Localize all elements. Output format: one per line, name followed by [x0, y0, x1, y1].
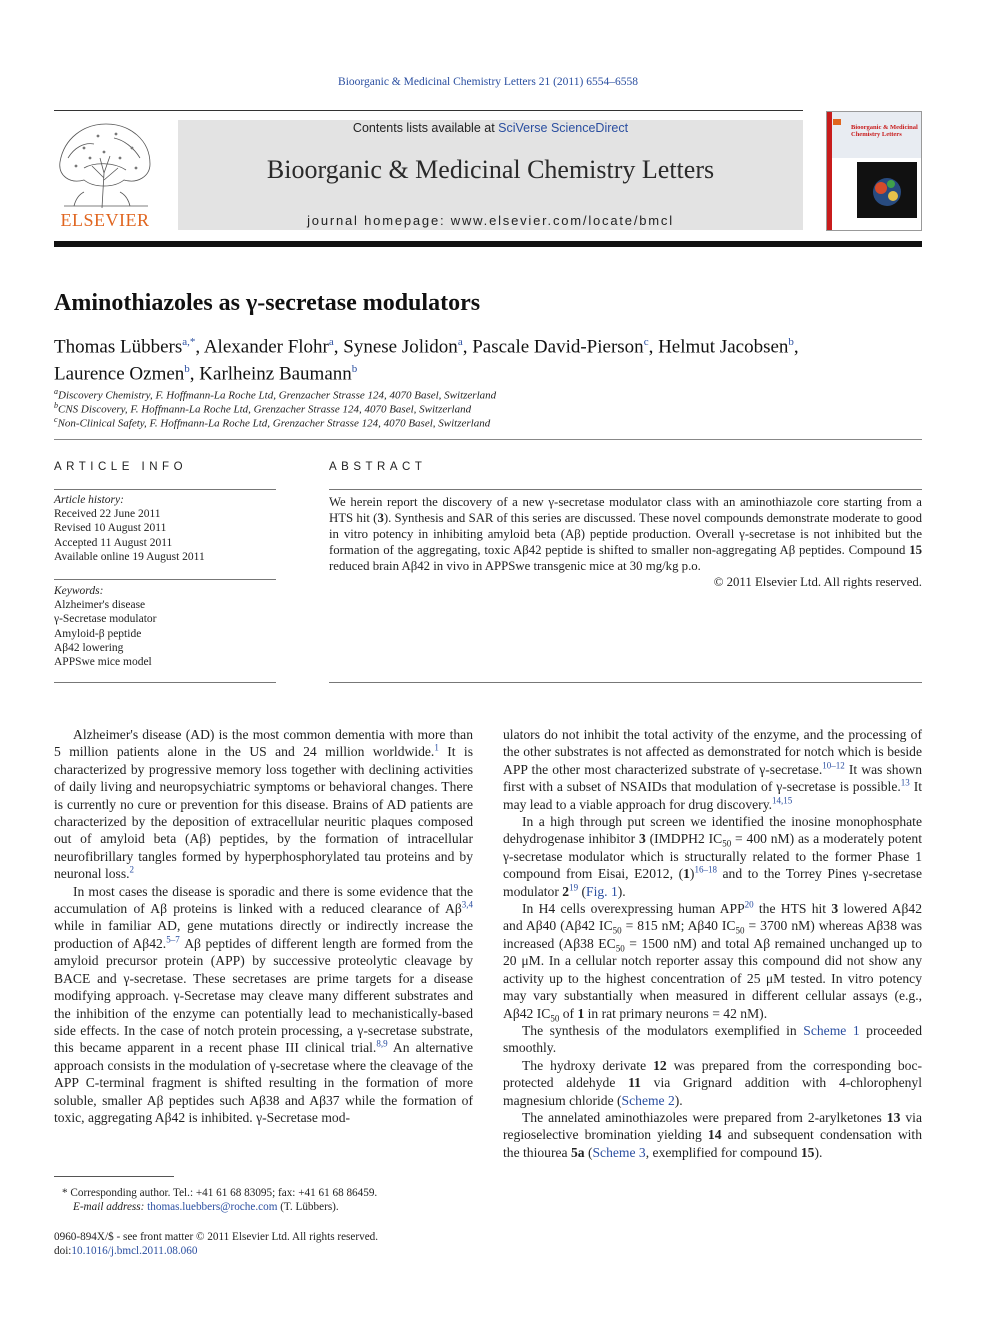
- journal-homepage[interactable]: journal homepage: www.elsevier.com/locate/bmcl: [307, 213, 674, 228]
- article-history: [54, 493, 276, 564]
- author-affiliation-mark[interactable]: a: [457, 336, 463, 348]
- copyright: © 2011 Elsevier Ltd. All rights reserved.: [713, 575, 922, 589]
- author-affiliation-mark[interactable]: b: [184, 363, 190, 376]
- email-line: E-mail address: thomas.luebbers@roche.com (T. Lübbers).: [73, 1201, 339, 1213]
- scheme-link[interactable]: Scheme 2: [621, 1092, 675, 1108]
- author: Helmut Jacobsen: [658, 336, 789, 358]
- citation[interactable]: 8,9: [376, 1038, 388, 1049]
- author: Thomas Lübbers: [54, 336, 183, 358]
- citation[interactable]: 10–12: [822, 760, 845, 771]
- paragraph: ulators do not inhibit the total activity of the enzyme, and the processing of the other substrates is not affected as demonstrated for notch which is beside APP the other most characterized substrate of γ-secretase.$^{10-12}$ It was shown first with a subset of NSAIDs that modulation of γ-secretase is possible.$^{13}$ It may lead to a viable approach for drug discovery.$^{14,15}$: [503, 727, 923, 812]
- history-online: Available online 19 August 2011: [54, 550, 205, 563]
- paragraph: The annelated aminothiazoles were prepared from 2-arylketones 13 via regioselective bromination yielding 14 and subsequent condensation with the thiourea 5a (Scheme 3, exemplified for compound 15).: [503, 1109, 922, 1160]
- abstract-rule: [329, 489, 922, 490]
- sciverse-link[interactable]: SciVerse ScienceDirect: [498, 121, 629, 135]
- cover-elsevier-mark: [833, 119, 841, 125]
- author-affiliation-mark[interactable]: a: [328, 336, 334, 348]
- info-bottom-rule: [54, 682, 276, 683]
- affiliation-c: $^c$Non-Clinical Safety, F. Hoffmann-La Roche Ltd, Grenzacher Strasse 124, 4070 Basel, Switzerland: [54, 415, 491, 430]
- citation[interactable]: 5–7: [166, 934, 180, 945]
- history-received: Received 22 June 2011: [54, 508, 161, 521]
- journal-title: Bioorganic & Medicinal Chemistry Letters: [266, 155, 715, 184]
- article-info-heading: ARTICLE INFO: [54, 461, 188, 473]
- scheme-link[interactable]: Scheme 1: [803, 1022, 860, 1038]
- paragraph: In a high through put screen we identified the inosine monophosphate dehydrogenase inhibitor 3 (IMDPH2 $IC_{50} = 400$ nM) as a moderately potent γ-secretase modulator which is structurally related to the former Phase 1 compound from Eisai, E2012, $(1)^{16-18}$ and to the Torrey Pines γ-secretase modulator $2^{19}$ (Fig. 1).: [503, 814, 923, 899]
- keyword: APPSwe mice model: [54, 656, 152, 669]
- publisher-wordmark: ELSEVIER: [60, 210, 150, 230]
- author-affiliation-mark[interactable]: a,*: [182, 336, 196, 348]
- contents-availability: [178, 121, 803, 135]
- paragraph: Alzheimer's disease (AD) is the most common dementia with more than 5 million patients alone in the US and 24 million worldwide.$^1$ It is characterized by progressive memory loss together with declining activities of daily living and neuropsychiatric symptoms or behavioral changes. There is currently no cure or prevention for this disease. Brains of AD patients are characterized by the deposition of extracellular neuritic plaques composed out of amyloid beta (Aβ) peptides, by the formation of intracellular neurofibrillary tangles formed by hyperphosphorylated tau proteins and by neuronal loss.$^2$: [54, 727, 473, 882]
- keyword: γ-Secretase modulator: [54, 613, 157, 626]
- affiliation-rule: [54, 439, 922, 440]
- keyword: Aβ42 lowering: [54, 641, 124, 654]
- keywords-label: Keywords:: [54, 585, 104, 597]
- history-label: Article history:: [54, 494, 124, 506]
- scheme-link[interactable]: Scheme 3: [592, 1144, 646, 1160]
- keyword: Amyloid-β peptide: [54, 627, 142, 640]
- header-rule: [54, 110, 803, 111]
- author: Karlheinz Baumann: [199, 363, 352, 385]
- citation[interactable]: 3,4: [461, 899, 473, 910]
- citation[interactable]: 2: [129, 864, 135, 875]
- affiliation-b: $^b$CNS Discovery, F. Hoffmann-La Roche Ltd, Grenzacher Strasse 124, 4070 Basel, Switzerland: [54, 401, 472, 416]
- author-affiliation-mark[interactable]: b: [351, 363, 358, 376]
- citation[interactable]: 20: [744, 899, 754, 910]
- corresponding-author: * Corresponding author. Tel.: +41 61 68 83095; fax: +41 61 68 86459.: [62, 1187, 378, 1199]
- abstract-heading: ABSTRACT: [329, 461, 427, 473]
- journal-citation[interactable]: Bioorganic & Medicinal Chemistry Letters 21 (2011) 6554–6558: [338, 76, 638, 88]
- issn-line: 0960-894X/$ - see front matter © 2011 Elsevier Ltd. All rights reserved.: [54, 1231, 379, 1243]
- paragraph: In H4 cells overexpressing human APP$^{20}$ the HTS hit 3 lowered Aβ42 and Aβ40 (Aβ42 $IC_{50} = 815$ nM; Aβ40 $IC_{50} = 3700$ nM) whereas Aβ38 was increased (Aβ38 $EC_{50} = 1500$ nM) and total Aβ remained unchanged up to 20 μM. In a cellular notch reporter assay this compound did not show any activity up to the highest concentration of 25 μM tested. In vitro potency may vary substantially when measured in different cellular assays (e.g., Aβ42 $IC_{50}$ of 1 in rat primary neurons = 42 nM).: [503, 899, 923, 1024]
- paragraph: The synthesis of the modulators exemplified in Scheme 1 proceeded smoothly.: [503, 1022, 922, 1056]
- citation[interactable]: 19: [569, 882, 579, 893]
- author: Synese Jolidon: [343, 336, 458, 358]
- citation[interactable]: 14,15: [772, 795, 793, 806]
- doi-line: doi:10.1016/j.bmcl.2011.08.060: [54, 1245, 198, 1257]
- author-affiliation-mark[interactable]: b: [788, 336, 794, 348]
- journal-cover-thumbnail[interactable]: [826, 111, 922, 231]
- history-revised: Revised 10 August 2011: [54, 522, 167, 535]
- citation[interactable]: 16–18: [694, 864, 717, 875]
- figure-link[interactable]: Fig. 1: [586, 883, 618, 899]
- author: Laurence Ozmen: [54, 363, 185, 385]
- cover-red-stripe: [827, 112, 832, 230]
- email-link[interactable]: thomas.luebbers@roche.com: [147, 1201, 278, 1213]
- citation[interactable]: 13: [900, 777, 910, 788]
- cover-title: Bioorganic & Medicinal Chemistry Letters: [851, 124, 918, 139]
- keywords: [54, 584, 276, 669]
- paragraph: The hydroxy derivate 12 was prepared from the corresponding boc-protected aldehyde 11 via Grignard addition with 4-chlorophenyl magnesium chloride (Scheme 2).: [503, 1057, 923, 1108]
- keywords-rule: [54, 579, 276, 580]
- author-affiliation-mark[interactable]: c: [643, 336, 649, 348]
- cover-molecule-image: [857, 162, 917, 218]
- abstract-bottom-rule: [329, 682, 922, 683]
- email-label: E-mail address:: [73, 1201, 145, 1213]
- contents-prefix: Contents lists available at: [352, 121, 495, 135]
- footnote-rule: [54, 1176, 174, 1177]
- header-thick-rule: [54, 241, 922, 247]
- keyword: Alzheimer's disease: [54, 599, 146, 612]
- author-list: Thomas Lübbers$^{a,*}$, Alexander Flohr$^a$, Synese Jolidon$^a$, Pascale David-Pierson$^c$, Helmut Jacobsen$^b$, Laurence Ozmen$^b$, Karlheinz Baumann$^b$: [54, 336, 799, 385]
- article-title: Aminothiazoles as γ-secretase modulators: [54, 290, 481, 316]
- author: Alexander Flohr: [203, 336, 329, 358]
- body-column-left: [54, 726, 473, 1126]
- author: Pascale David-Pierson: [472, 336, 644, 358]
- info-rule: [54, 489, 276, 490]
- abstract-text: We herein report the discovery of a new γ-secretase modulator class with an aminothiazole core starting from a HTS hit (3). Synthesis and SAR of this series are discussed. These novel compounds demonstrate moderate to good in vitro potency in inhibiting amyloid beta (Aβ) peptide production. Overall γ-secretase is not inhibited but the formation of the aggregating, toxic Aβ42 peptide is shifted to smaller non-aggregating Aβ peptides. Compound 15 reduced brain Aβ42 in vivo in APPSwe transgenic mice at 30 mg/kg p.o. © 2011 Elsevier Ltd. All rights reserved.: [329, 495, 922, 589]
- history-accepted: Accepted 11 August 2011: [54, 536, 173, 549]
- affiliation-a: $^a$Discovery Chemistry, F. Hoffmann-La Roche Ltd, Grenzacher Strasse 124, 4070 Basel, Switzerland: [54, 387, 497, 402]
- citation[interactable]: 1: [434, 742, 439, 753]
- doi-link[interactable]: 10.1016/j.bmcl.2011.08.060: [71, 1245, 198, 1257]
- body-column-right: [503, 726, 922, 1161]
- paragraph: In most cases the disease is sporadic and there is some evidence that the accumulation of Aβ proteins is linked with a reduced clearance of Aβ$^{3,4}$ while in familiar AD, gene mutations directly or indirectly increase the production of Aβ42.$^{5-7}$ Aβ peptides of different length are formed from the amyloid precursor protein (APP) by successive proteolytic cleavage by BACE and γ-secretase. These secretases are prime targets for a disease modifying approach. γ-Secretase may cleave many different substrates and the inhibition of the enzyme can potentially lead to mechanistically-based side effects. In the case of notch protein processing, a γ-secretase substrate, this became apparent in a recent phase III clinical trial.$^{8,9}$ An alternative approach consists in the modulation of γ-secretase where the cleavage of the APP C-terminal fragment is shifted resulting in the formation of more soluble, smaller Aβ peptides such Aβ38 and Aβ37 while the formation of toxic, aggregating Aβ42 is inhibited. γ-Secretase mod-: [54, 883, 473, 1125]
